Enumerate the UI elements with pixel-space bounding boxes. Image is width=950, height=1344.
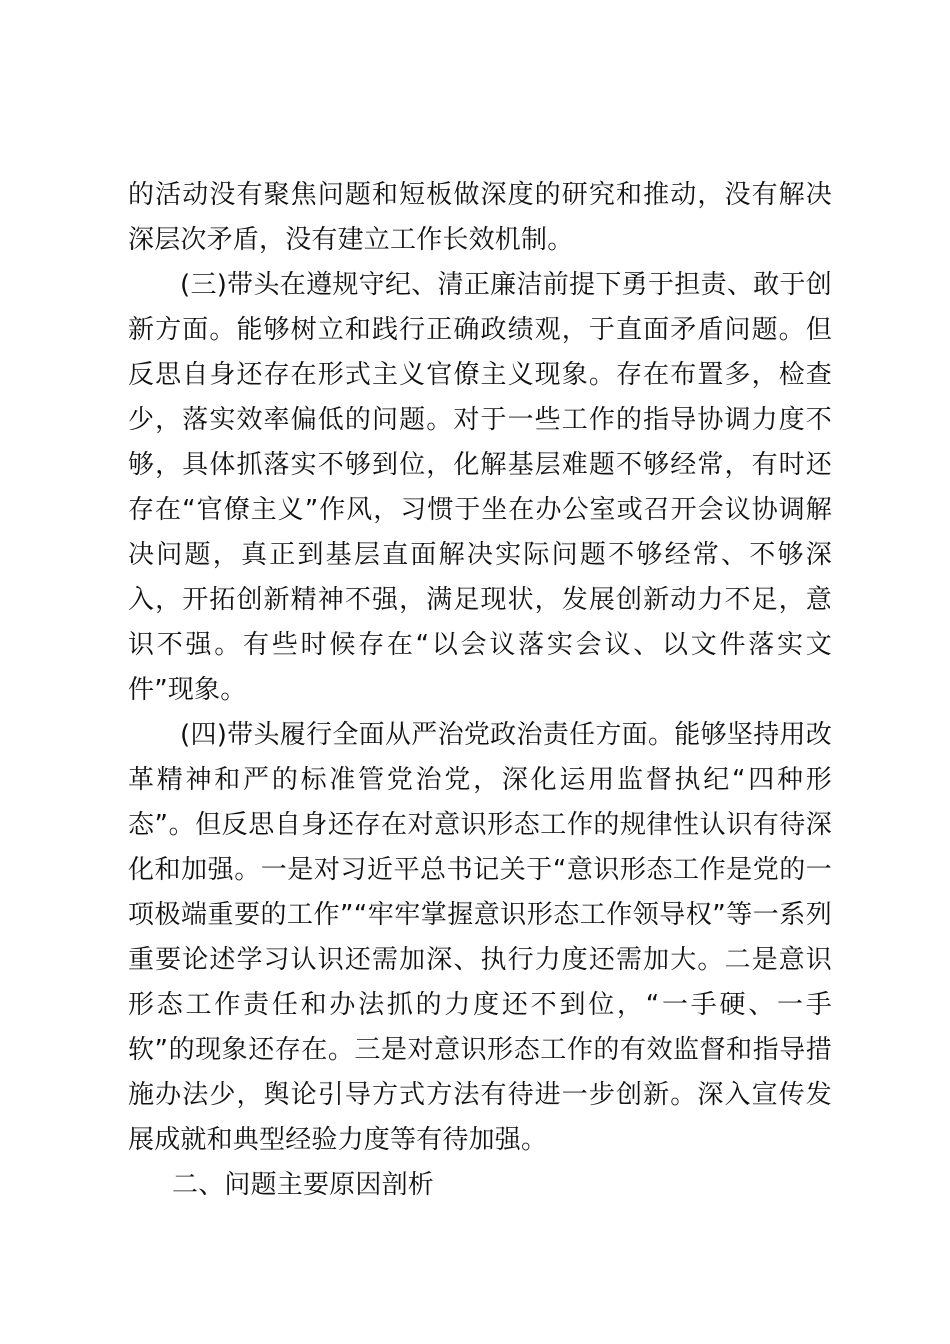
document-body [128, 173, 832, 1208]
paragraph-section-three: (三)带头在遵规守纪、清正廉洁前提下勇于担责、敢于创新方面。能够树立和践行正确政绩观，于直面矛盾问题。但反思自身还存在形式主义官僚主义现象。存在布置多，检查少，落实效率偏低的问题。对于一些工作的指导协调力度不够，具体抓落实不够到位，化解基层难题不够经常，有时还存在“官僚主义”作风，习惯于坐在办公室或召开会议协调解决问题，真正到基层直面解决实际问题不够经常、不够深入，开拓创新精神不强，满足现状，发展创新动力不足，意识不强。有些时候存在“以会议落实会议、以文件落实文件”现象。 [128, 270, 832, 705]
paragraph-section-four: (四)带头履行全面从严治党政治责任方面。能够坚持用改革精神和严的标准管党治党，深化运用监督执纪“四种形态”。但反思自身还存在对意识形态工作的规律性认识有待深化和加强。一是对习近平总书记关于“意识形态工作是党的一项极端重要的工作”“牢牢掌握意识形态工作领导权”等一系列重要论述学习认识还需加深、执行力度还需加大。二是意识形态工作责任和办法抓的力度还不到位，“一手硬、一手软”的现象还存在。三是对意识形态工作的有效监督和指导措施办法少，舆论引导方式方法有待进一步创新。深入宣传发展成就和典型经验力度等有待加强。 [128, 720, 832, 1155]
paragraph-continuation: 的活动没有聚焦问题和短板做深度的研究和推动，没有解决深层次矛盾，没有建立工作长效机制。 [128, 180, 832, 255]
section-heading-cause-analysis: 二、问题主要原因剖析 [172, 1170, 435, 1200]
